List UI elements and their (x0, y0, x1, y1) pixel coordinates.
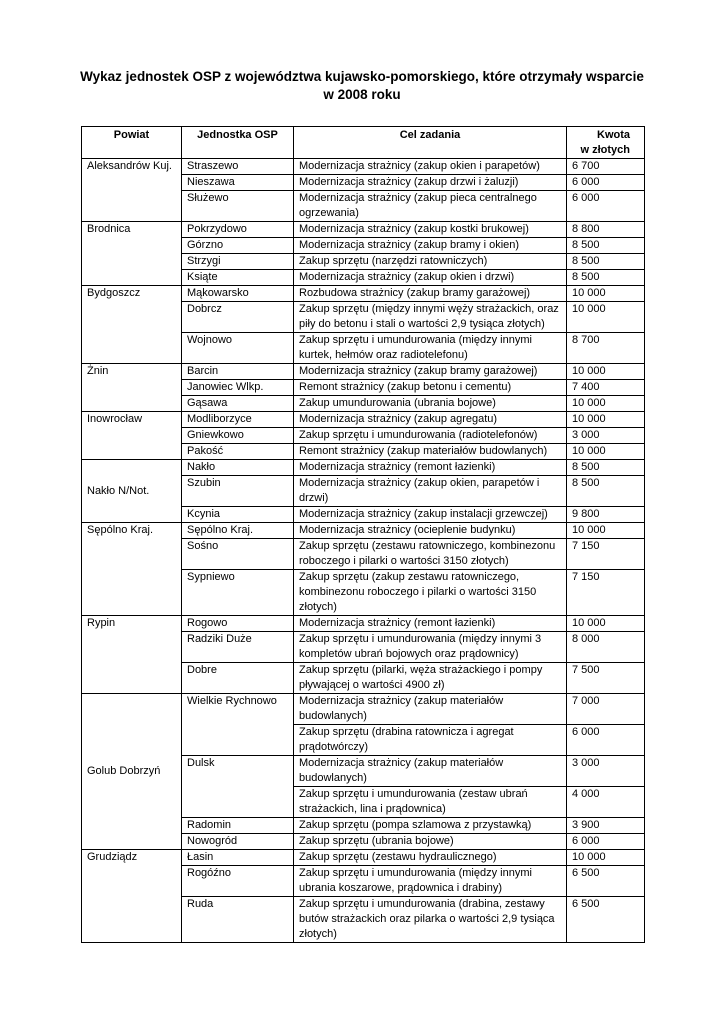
unit-cell: Ruda (182, 897, 294, 943)
amount-cell: 8 700 (567, 333, 645, 364)
goal-cell: Zakup sprzętu i umundurowania (radiotelefonów) (294, 428, 567, 444)
unit-cell: Łasin (182, 850, 294, 866)
amount-cell: 10 000 (567, 364, 645, 380)
powiat-cell: Aleksandrów Kuj. (82, 159, 182, 222)
amount-cell: 10 000 (567, 412, 645, 428)
unit-cell: Janowiec Wlkp. (182, 380, 294, 396)
goal-cell: Zakup sprzętu i umundurowania (między innymi 3 kompletów ubrań bojowych oraz prądownicy) (294, 632, 567, 663)
goal-cell: Modernizacja strażnicy (zakup drzwi i żaluzji) (294, 175, 567, 191)
goal-cell: Modernizacja strażnicy (zakup okien i drzwi) (294, 270, 567, 286)
powiat-cell: Brodnica (82, 222, 182, 286)
goal-cell: Modernizacja strażnicy (zakup instalacji grzewczej) (294, 507, 567, 523)
unit-cell: Straszewo (182, 159, 294, 175)
table-row (82, 364, 645, 380)
amount-cell: 8 500 (567, 238, 645, 254)
unit-cell: Mąkowarsko (182, 286, 294, 302)
goal-cell: Zakup sprzętu i umundurowania (między innymi ubrania koszarowe, prądownica i drabiny) (294, 866, 567, 897)
header-kwota-line2: w złotych (580, 144, 630, 156)
header-kwota-line1: Kwota (597, 129, 630, 141)
powiat-cell: Sępólno Kraj. (82, 523, 182, 616)
goal-cell: Zakup sprzętu (drabina ratownicza i agregat prądotwórczy) (294, 725, 567, 756)
powiat-cell: Golub Dobrzyń (82, 694, 182, 850)
goal-cell: Zakup sprzętu (zestawu hydraulicznego) (294, 850, 567, 866)
unit-cell: Gniewkowo (182, 428, 294, 444)
amount-cell: 7 400 (567, 380, 645, 396)
goal-cell: Zakup sprzętu (między innymi węży strażackich, oraz piły do betonu i stali o wartości 2,9 tysiąca złotych) (294, 302, 567, 333)
unit-cell: Wielkie Rychnowo (182, 694, 294, 756)
table-row (82, 222, 645, 238)
unit-cell: Barcin (182, 364, 294, 380)
unit-cell: Modliborzyce (182, 412, 294, 428)
table-row (82, 850, 645, 866)
header-kwota (567, 127, 645, 159)
goal-cell: Remont strażnicy (zakup materiałów budowlanych) (294, 444, 567, 460)
amount-cell: 3 000 (567, 756, 645, 787)
powiat-cell: Grudziądz (82, 850, 182, 943)
table-row (82, 159, 645, 175)
powiat-cell: Bydgoszcz (82, 286, 182, 364)
goal-cell: Zakup sprzętu (zestawu ratowniczego, kombinezonu roboczego i pilarki o wartości 3150 złotych) (294, 539, 567, 570)
unit-cell: Dobrcz (182, 302, 294, 333)
title-line-1: Wykaz jednostek OSP z województwa kujawsko-pomorskiego, które otrzymały wsparcie (80, 69, 644, 84)
goal-cell: Modernizacja strażnicy (remont łazienki) (294, 616, 567, 632)
table-row (82, 286, 645, 302)
amount-cell: 6 000 (567, 191, 645, 222)
table-row (82, 523, 645, 539)
goal-cell: Zakup sprzętu (ubrania bojowe) (294, 834, 567, 850)
amount-cell: 8 500 (567, 476, 645, 507)
goal-cell: Modernizacja strażnicy (zakup bramy garażowej) (294, 364, 567, 380)
goal-cell: Modernizacja strażnicy (zakup bramy i okien) (294, 238, 567, 254)
unit-cell: Gąsawa (182, 396, 294, 412)
unit-cell: Rogowo (182, 616, 294, 632)
goal-cell: Modernizacja strażnicy (zakup okien, parapetów i drzwi) (294, 476, 567, 507)
amount-cell: 7 000 (567, 694, 645, 725)
goal-cell: Zakup sprzętu i umundurowania (między innymi kurtek, hełmów oraz radiotelefonu) (294, 333, 567, 364)
amount-cell: 6 000 (567, 175, 645, 191)
goal-cell: Modernizacja strażnicy (zakup kostki brukowej) (294, 222, 567, 238)
unit-cell: Sępólno Kraj. (182, 523, 294, 539)
amount-cell: 10 000 (567, 616, 645, 632)
goal-cell: Modernizacja strażnicy (zakup agregatu) (294, 412, 567, 428)
goal-cell: Zakup sprzętu i umundurowania (drabina, zestawy butów strażackich oraz pilarka o wartości 2,9 tysiąca złotych) (294, 897, 567, 943)
goal-cell: Zakup sprzętu (zakup zestawu ratowniczego, kombinezonu roboczego i pilarki o wartości 3150 złotych) (294, 570, 567, 616)
header-jednostka: Jednostka OSP (182, 127, 294, 159)
goal-cell: Modernizacja strażnicy (remont łazienki) (294, 460, 567, 476)
unit-cell: Nieszawa (182, 175, 294, 191)
amount-cell: 6 500 (567, 897, 645, 943)
unit-cell: Radziki Duże (182, 632, 294, 663)
amount-cell: 6 700 (567, 159, 645, 175)
table-row (82, 460, 645, 476)
unit-cell: Wojnowo (182, 333, 294, 364)
goal-cell: Modernizacja strażnicy (zakup pieca centralnego ogrzewania) (294, 191, 567, 222)
goal-cell: Remont strażnicy (zakup betonu i cementu) (294, 380, 567, 396)
unit-cell: Szubin (182, 476, 294, 507)
goal-cell: Zakup sprzętu (pilarki, węża strażackiego i pompy pływającej o wartości 4900 zł) (294, 663, 567, 694)
unit-cell: Pakość (182, 444, 294, 460)
unit-cell: Sośno (182, 539, 294, 570)
unit-cell: Pokrzydowo (182, 222, 294, 238)
goal-cell: Rozbudowa strażnicy (zakup bramy garażowej) (294, 286, 567, 302)
unit-cell: Rogóźno (182, 866, 294, 897)
amount-cell: 10 000 (567, 850, 645, 866)
unit-cell: Nakło (182, 460, 294, 476)
document-title (60, 68, 664, 104)
unit-cell: Dobre (182, 663, 294, 694)
goal-cell: Modernizacja strażnicy (zakup materiałów budowlanych) (294, 756, 567, 787)
amount-cell: 10 000 (567, 286, 645, 302)
amount-cell: 7 500 (567, 663, 645, 694)
powiat-cell: Rypin (82, 616, 182, 694)
goal-cell: Zakup sprzętu (narzędzi ratowniczych) (294, 254, 567, 270)
table-header-row (82, 127, 645, 159)
goal-cell: Modernizacja strażnicy (ocieplenie budynku) (294, 523, 567, 539)
table-row (82, 616, 645, 632)
unit-cell: Ksiąte (182, 270, 294, 286)
amount-cell: 7 150 (567, 570, 645, 616)
unit-cell: Dulsk (182, 756, 294, 818)
table-row (82, 694, 645, 725)
powiat-cell: Inowrocław (82, 412, 182, 460)
powiat-cell: Żnin (82, 364, 182, 412)
amount-cell: 10 000 (567, 396, 645, 412)
amount-cell: 3 900 (567, 818, 645, 834)
amount-cell: 6 000 (567, 725, 645, 756)
amount-cell: 10 000 (567, 523, 645, 539)
goal-cell: Zakup umundurowania (ubrania bojowe) (294, 396, 567, 412)
osp-support-table (81, 126, 645, 943)
header-cel: Cel zadania (294, 127, 567, 159)
amount-cell: 8 500 (567, 254, 645, 270)
powiat-cell: Nakło N/Not. (82, 460, 182, 523)
unit-cell: Radomin (182, 818, 294, 834)
goal-cell: Zakup sprzętu (pompa szlamowa z przystawką) (294, 818, 567, 834)
title-line-2: w 2008 roku (323, 87, 401, 102)
amount-cell: 6 500 (567, 866, 645, 897)
amount-cell: 7 150 (567, 539, 645, 570)
unit-cell: Strzygi (182, 254, 294, 270)
table-row (82, 412, 645, 428)
amount-cell: 8 500 (567, 270, 645, 286)
amount-cell: 10 000 (567, 302, 645, 333)
unit-cell: Kcynia (182, 507, 294, 523)
amount-cell: 6 000 (567, 834, 645, 850)
amount-cell: 3 000 (567, 428, 645, 444)
amount-cell: 8 000 (567, 632, 645, 663)
unit-cell: Służewo (182, 191, 294, 222)
goal-cell: Zakup sprzętu i umundurowania (zestaw ubrań strażackich, lina i prądownica) (294, 787, 567, 818)
amount-cell: 8 800 (567, 222, 645, 238)
amount-cell: 9 800 (567, 507, 645, 523)
unit-cell: Górzno (182, 238, 294, 254)
amount-cell: 10 000 (567, 444, 645, 460)
header-powiat: Powiat (82, 127, 182, 159)
unit-cell: Sypniewo (182, 570, 294, 616)
goal-cell: Modernizacja strażnicy (zakup okien i parapetów) (294, 159, 567, 175)
amount-cell: 4 000 (567, 787, 645, 818)
unit-cell: Nowogród (182, 834, 294, 850)
amount-cell: 8 500 (567, 460, 645, 476)
goal-cell: Modernizacja strażnicy (zakup materiałów budowlanych) (294, 694, 567, 725)
